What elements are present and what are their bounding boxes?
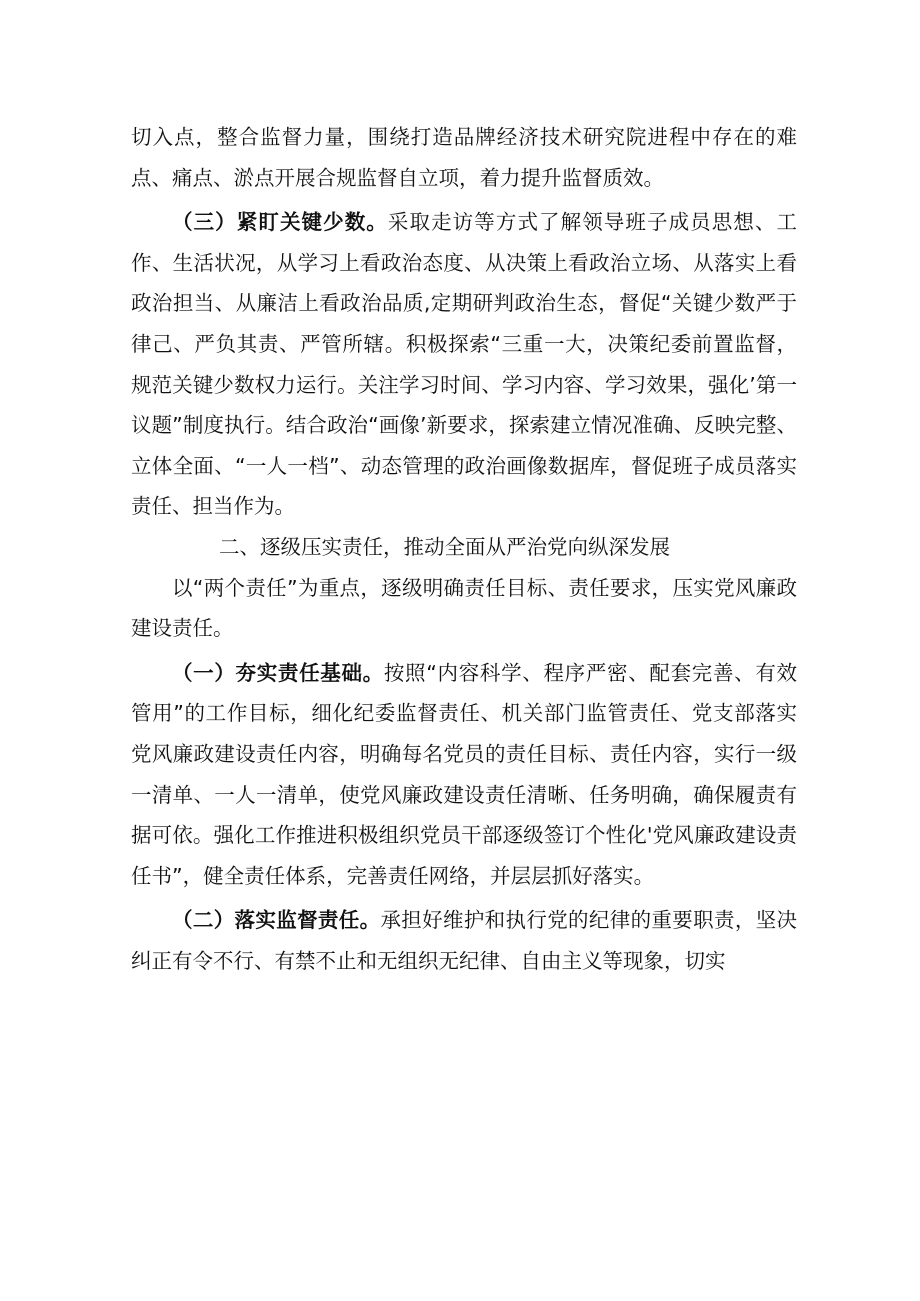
paragraph-text: 按照“内容科学、程序严密、配套完善、有效管用”的工作目标，细化纪委监督责任、机关部门监管责任、党支部落实党风廉政建设责任内容，明确每名党员的责任目标、责任内容，实行一级一清单、一人一清单，使党风廉政建设责任清晰、任务明确，确保履责有据可依。强化工作推进积极组织党员干部逐级签订个性化'党风廉政建设责任书”，健全责任体系，完善责任网络，并层层抓好落实。 bbox=[131, 660, 798, 888]
paragraph-text: 采取走访等方式了解领导班子成员思想、工作、生活状况，从学习上看政治态度、从决策上看政治立场、从落实上看政治担当、从廉洁上看政治品质,定期研判政治生态，督促“关键少数严于律己、严负其责、严管所辖。积极探索“三重一大，决策纪委前置监督，规范关键少数权力运行。关注学习时间、学习内容、学习效果，强化’第一议题”制度执行。结合政治“画像’新要求，探索建立情况准确、反映完整、立体全面、“一人一档”、动态管理的政治画像数据库，督促班子成员落实责任、担当作为。 bbox=[131, 210, 798, 519]
document-body bbox=[131, 117, 797, 981]
paragraph-continuation: 切入点，整合监督力量，围绕打造品牌经济技术研究院进程中存在的难点、痛点、淤点开展合规监督自立项，着力提升监督质效。 bbox=[131, 125, 797, 190]
paragraph-intro: 以“两个责任”为重点，逐级明确责任目标、责任要求，压实党风廉政建设责任。 bbox=[131, 575, 797, 641]
paragraph-text: 承担好维护和执行党的纪律的重要职责，坚决纠正有令不行、有禁不止和无组织无纪律、自由主义等现象，切实 bbox=[131, 908, 798, 973]
paragraph-supervision-responsibility bbox=[131, 900, 797, 981]
paragraph-lead-heading: （二）落实监督责任。 bbox=[172, 908, 381, 933]
paragraph-lead-heading: （一）夯实责任基础。 bbox=[172, 660, 384, 685]
paragraph-responsibility-foundation bbox=[131, 653, 797, 897]
paragraph-key-minority bbox=[131, 202, 797, 527]
paragraph-lead-heading: （三）紧盯关键少数。 bbox=[172, 210, 388, 235]
section-heading: 二、逐级压实责任，推动全面从严治党向纵深发展 bbox=[219, 534, 670, 559]
